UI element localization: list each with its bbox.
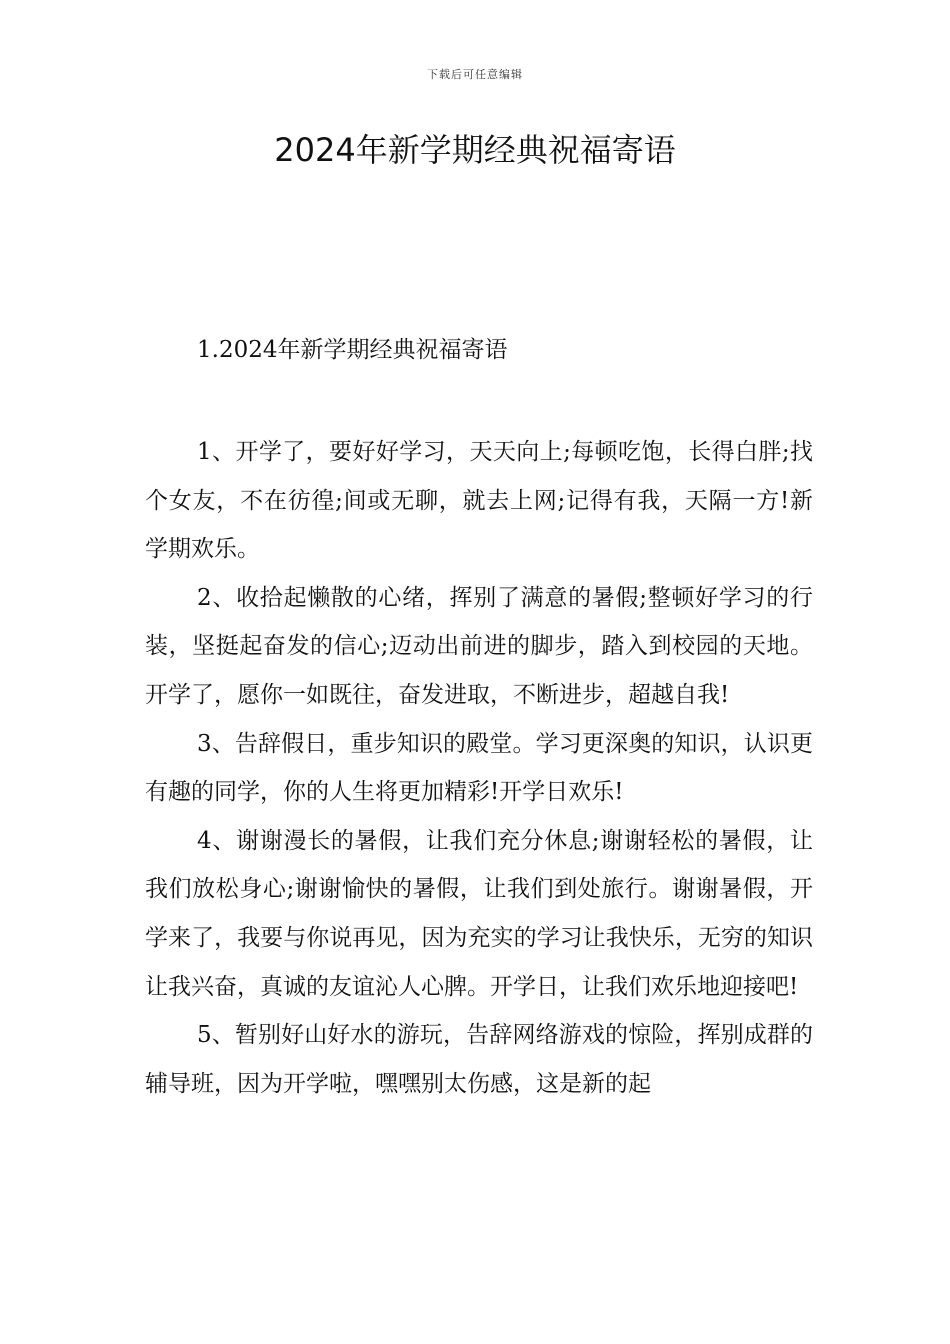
paragraph-5: 5、暂别好山好水的游玩，告辞网络游戏的惊险，挥别成群的辅导班，因为开学啦，嘿嘿别太伤感，这是新的起 <box>145 1022 813 1097</box>
paragraph-4: 4、谢谢漫长的暑假，让我们充分休息;谢谢轻松的暑假，让我们放松身心;谢谢愉快的暑假，让我们到处旅行。谢谢暑假，开学来了，我要与你说再见，因为充实的学习让我快乐，无穷的知识让我兴奋，真诚的友谊沁人心脾。开学日，让我们欢乐地迎接吧! <box>145 827 813 1000</box>
document-title: 2024年新学期经典祝福寄语 <box>274 131 676 169</box>
document-body <box>145 428 813 1108</box>
paragraph-2: 2、收拾起懒散的心绪，挥别了满意的暑假;整顿好学习的行装，坚挺起奋发的信心;迈动出前进的脚步，踏入到校园的天地。开学了，愿你一如既往，奋发进取，不断进步，超越自我! <box>145 584 813 708</box>
page-header-note: 下载后可任意编辑 <box>427 68 523 81</box>
paragraph-3: 3、告辞假日，重步知识的殿堂。学习更深奥的知识，认识更有趣的同学，你的人生将更加精彩!开学日欢乐! <box>145 730 813 806</box>
section-heading: 1.2024年新学期经典祝福寄语 <box>197 337 508 363</box>
paragraph-1: 1、开学了，要好好学习，天天向上;每顿吃饱，长得白胖;找个女友，不在彷徨;间或无聊，就去上网;记得有我，天隔一方!新学期欢乐。 <box>145 439 813 563</box>
